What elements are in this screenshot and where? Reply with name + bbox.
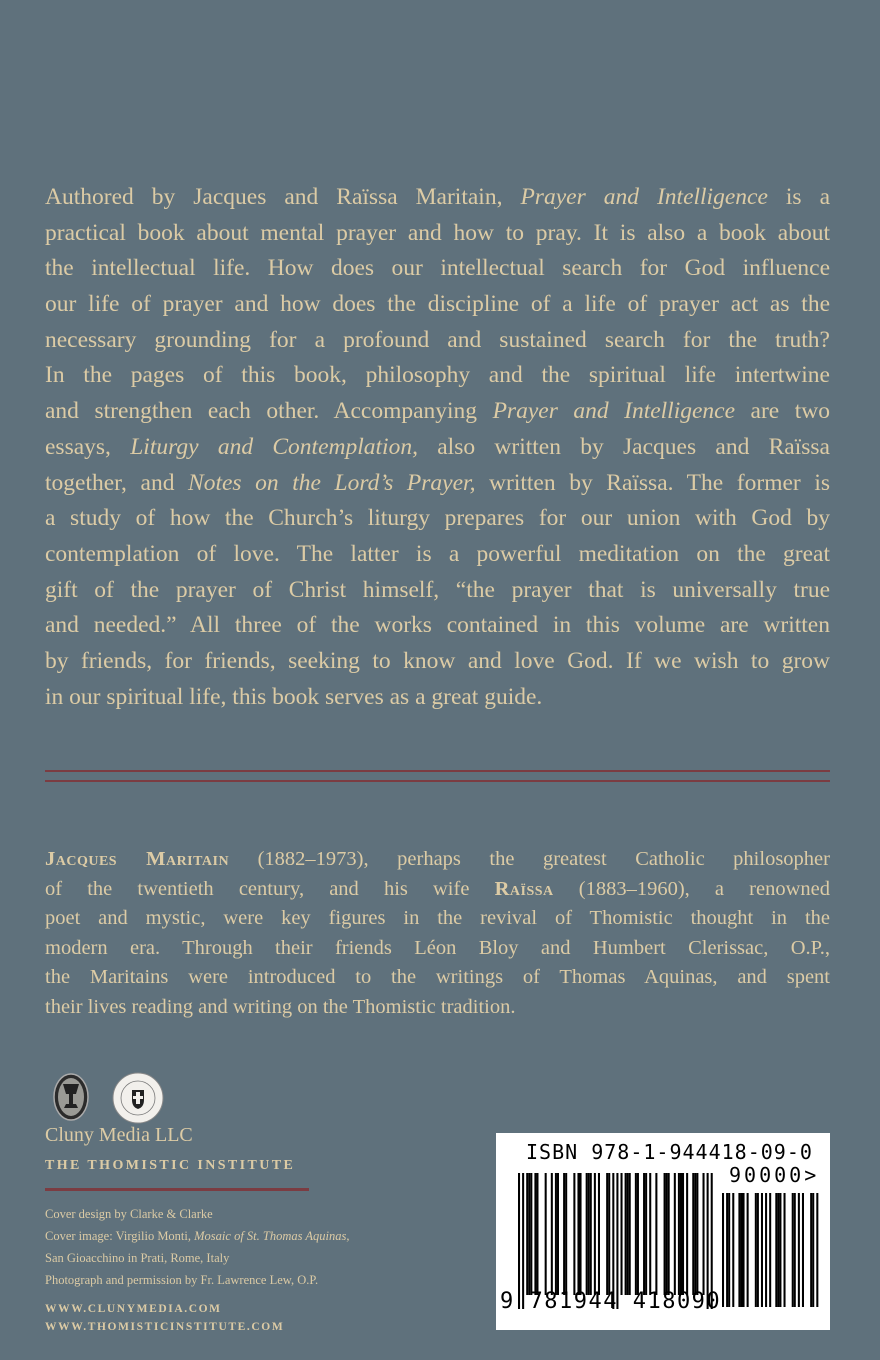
italic-title: Prayer and Intelligence [520,184,768,210]
author-name: Jacques Maritain [45,848,230,870]
text-segment: (1882–1973), perhaps the greatest Catholic philosopher [229,848,830,870]
text-segment: their lives reading and writing on the Thomistic tradition. [45,995,516,1018]
text-segment: written by Raïssa. The former is [475,469,830,496]
blurb-line [45,216,830,252]
barcode-bar [551,1173,553,1295]
barcode-bar [637,1173,639,1295]
barcode-bar [555,1173,557,1295]
barcode-bar [588,1173,590,1295]
thomistic-institute-seal-icon [112,1072,164,1124]
addon-bar [794,1193,796,1307]
cover-image-location: San Gioacchino in Prati, Rome, Italy [45,1251,230,1265]
italic-title: Prayer and Intelligence [492,398,736,425]
blurb-line [45,287,830,323]
bio-line [45,875,830,905]
blurb-line [45,394,830,430]
text-segment: by friends, for friends, seeking to know and love God. If we wish to grow [45,647,830,674]
barcode-bar [694,1173,696,1295]
barcode-bar [594,1173,596,1295]
addon-bar [726,1193,728,1307]
divider-line-top [45,770,830,772]
website-links [45,1300,284,1336]
addon-bar [798,1193,800,1307]
barcode-bar [573,1173,575,1295]
barcode-bar [643,1173,645,1295]
text-segment: and needed.” All three of the works contained in this volume are written [45,612,830,639]
bio-line [45,934,830,964]
barcode-bar [580,1173,582,1295]
thomistic-institute-url[interactable]: WWW.THOMISTICINSTITUTE.COM [45,1321,285,1333]
barcode-bar [526,1173,528,1295]
addon-bar [757,1193,759,1307]
barcode-bar [557,1173,559,1295]
cover-image-title: Mosaic of St. Thomas Aquinas, [194,1229,350,1243]
text-segment: together, and [45,469,189,496]
institute-name: THE THOMISTIC INSTITUTE [45,1158,296,1173]
blurb-line [45,501,830,537]
addon-bar [779,1193,781,1307]
addon-bar [765,1193,767,1307]
blurb-line [45,251,830,287]
addon-bar [816,1193,818,1307]
author-bio-paragraph [45,845,830,1022]
cover-credits [45,1203,349,1291]
bio-line [45,993,830,1023]
addon-bar [728,1193,730,1307]
addon-bar [747,1193,749,1307]
text-segment: essays, [45,433,131,460]
text-segment: the Maritains were introduced to the writings of Thomas Aquinas, and spent [45,966,830,988]
text-segment: the intellectual life. How does our intellectual search for God influence [45,255,830,282]
publisher-name: Cluny Media LLC [45,1124,193,1146]
blurb-line [45,680,830,716]
cover-image-credit [45,1225,349,1247]
blurb-line [45,537,830,573]
text-segment: also written by Jacques and Raïssa [417,433,830,460]
barcode-bar [545,1173,547,1295]
barcode-bar [621,1173,623,1295]
text-segment: a study of how the Church’s liturgy prepares for our union with God by [45,505,830,532]
addon-bar [784,1193,786,1307]
blurb-line [45,180,830,216]
addon-bar [792,1193,794,1307]
isbn-barcode [496,1133,830,1330]
text-segment: and strengthen each other. Accompanying [45,398,493,425]
barcode-bar [692,1173,694,1295]
barcode-bar [668,1173,670,1295]
barcode-bar [608,1173,610,1295]
blurb-line [45,466,830,502]
text-segment: is a [767,184,831,210]
barcode-bar [696,1173,698,1295]
blurb-line [45,358,830,394]
text-segment: poet and mystic, were key figures in the revival of Thomistic thought in the [45,907,830,929]
italic-title: Liturgy and Contemplation, [130,433,418,460]
barcode-bar [635,1173,637,1295]
cluny-media-url[interactable]: WWW.CLUNYMEDIA.COM [45,1303,222,1315]
barcode-bar [625,1173,627,1295]
cover-design-credit: Cover design by Clarke & Clarke [45,1207,213,1221]
addon-bar [740,1193,742,1307]
cover-image-artist: Cover image: Virgilio Monti, [45,1229,195,1243]
bio-line [45,845,830,875]
text-segment: In the pages of this book, philosophy and the spiritual life intertwine [45,362,830,389]
barcode-bar [598,1173,600,1295]
addon-bar [802,1193,804,1307]
barcode-bar [664,1173,666,1295]
author-name: Raïssa [494,877,554,900]
description-paragraph [45,180,830,715]
barcode-bar [563,1173,565,1295]
barcode-bar [645,1173,647,1295]
photo-credit: Photograph and permission by Fr. Lawrence Lew, O.P. [45,1273,319,1287]
barcode-bar [577,1173,579,1295]
barcode-bar [703,1173,705,1295]
addon-bar [743,1193,745,1307]
barcode-bar [686,1173,688,1295]
blurb-line [45,608,830,644]
bio-line [45,963,830,993]
text-segment: (1883–1960), a renowned [553,877,830,900]
barcode-bar [666,1173,668,1295]
text-segment: Authored by Jacques and Raïssa Maritain, [45,184,521,210]
barcode-bar [528,1173,530,1295]
blurb-line [45,644,830,680]
text-segment: in our spiritual life, this book serves as a great guide. [45,683,543,710]
barcode-bar [606,1173,608,1295]
isbn-text: ISBN 978-1-944418-09-0 [526,1140,813,1164]
blurb-line [45,573,830,609]
barcode-bar [565,1173,567,1295]
barcode-bar [586,1173,588,1295]
addon-bar [812,1193,814,1307]
price-addon-text: 90000> [729,1163,820,1187]
publisher-divider [45,1188,309,1191]
blurb-line [45,323,830,359]
ean-number-text: 9 781944 418090 [500,1289,722,1314]
text-segment: necessary grounding for a profound and sustained search for the truth? [45,326,830,353]
italic-title: Notes on the Lord’s Prayer, [188,469,476,496]
barcode-bar [682,1173,684,1295]
text-segment: our life of prayer and how does the discipline of a life of prayer act as the [45,291,830,318]
text-segment: modern era. Through their friends Léon Bloy and Humbert Clerissac, O.P., [45,936,830,959]
text-segment: practical book about mental prayer and how to pray. It is also a book about [45,219,830,246]
addon-bar [732,1193,734,1307]
barcode-bar [627,1173,629,1295]
addon-bar [777,1193,779,1307]
text-segment: contemplation of love. The latter is a powerful meditation on the great [45,540,830,567]
blurb-line [45,430,830,466]
barcode-bar [534,1173,536,1295]
cluny-chalice-logo-icon [52,1072,90,1122]
text-segment: are two [735,398,830,425]
text-segment: gift of the prayer of Christ himself, “the prayer that is universally true [45,576,830,603]
bio-line [45,904,830,934]
addon-bar [738,1193,740,1307]
barcode-bar [680,1173,682,1295]
divider-line-bottom [45,780,830,782]
barcode-bar [629,1173,631,1295]
barcode-bar [590,1173,592,1295]
addon-bar [769,1193,771,1307]
barcode-bar [674,1173,676,1295]
barcode-bar [655,1173,657,1295]
barcode-bar [530,1173,532,1295]
addon-bar [761,1193,763,1307]
addon-bar [775,1193,777,1307]
text-segment: of the twentieth century, and his wife [45,877,495,900]
barcode-bar [536,1173,538,1295]
barcode-bar [649,1173,651,1295]
barcode-bar [678,1173,680,1295]
addon-bar [755,1193,757,1307]
addon-bar [722,1193,724,1307]
addon-bar [810,1193,812,1307]
